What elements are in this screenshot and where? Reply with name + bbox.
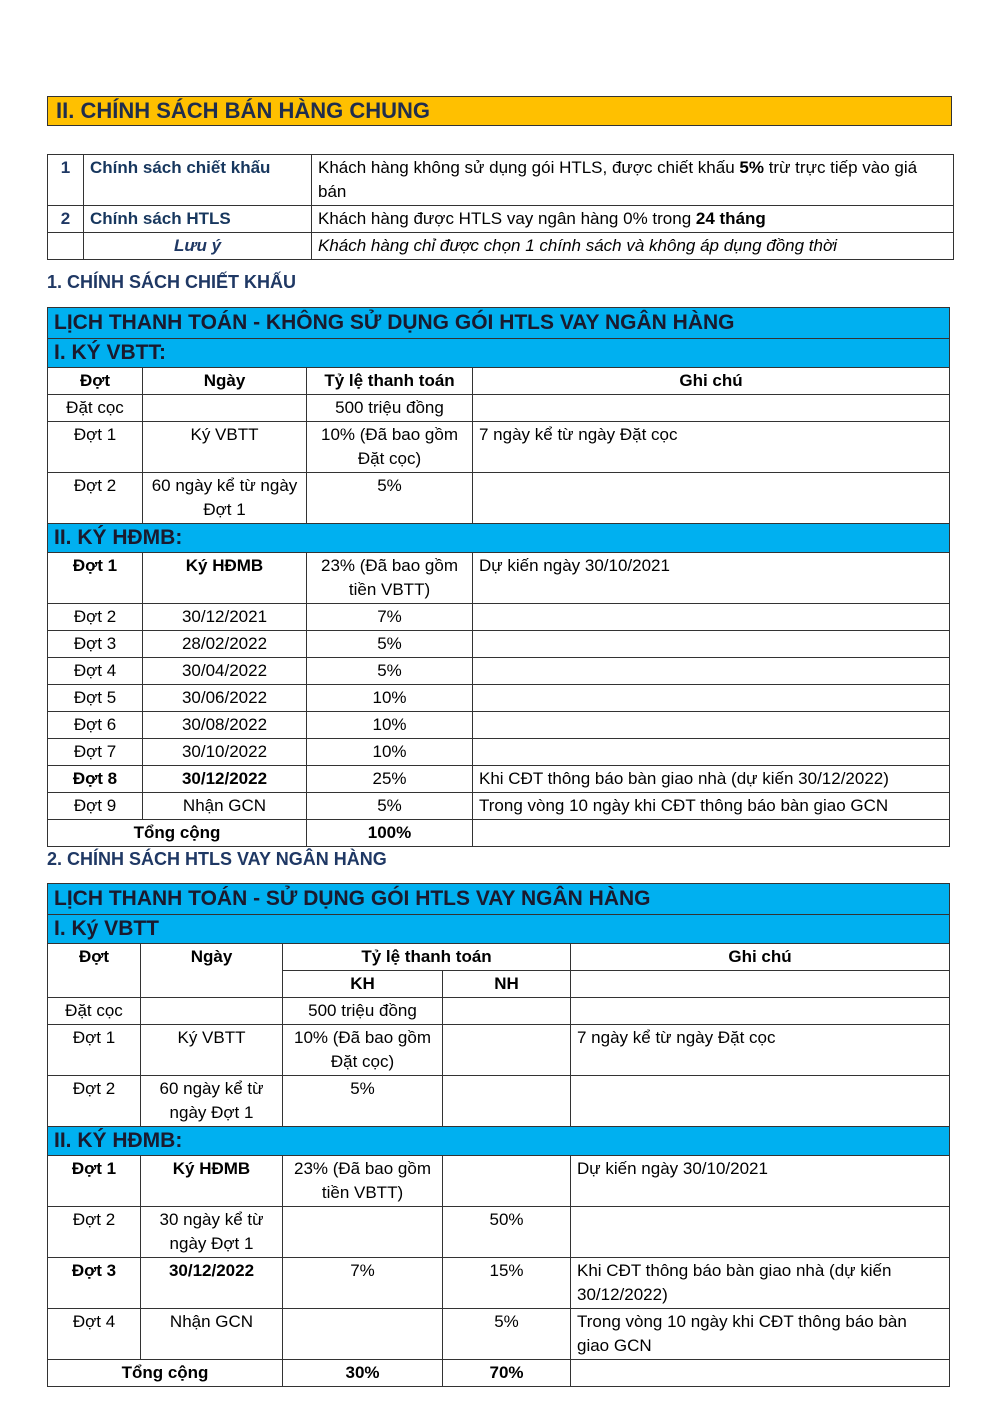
- cell-tyle: 25%: [307, 766, 473, 793]
- cell-dot: Đợt 5: [48, 685, 143, 712]
- subheading-loan: 2. CHÍNH SÁCH HTLS VAY NGÂN HÀNG: [47, 849, 387, 869]
- cell-tyle: 10%: [307, 739, 473, 766]
- part-label: I. KÝ VBTT:: [48, 339, 950, 368]
- cell-dot: Đợt 2: [48, 604, 143, 631]
- cell-dot: Đợt 8: [48, 766, 143, 793]
- cell-tyle: 500 triệu đồng: [307, 395, 473, 422]
- total-kh: 30%: [283, 1360, 443, 1387]
- table-row: [48, 1207, 950, 1258]
- cell-ghichu: Trong vòng 10 ngày khi CĐT thông báo bàn giao GCN: [473, 793, 950, 820]
- cell-ghichu: Dự kiến ngày 30/10/2021: [473, 553, 950, 604]
- cell-ngay: 30/12/2021: [143, 604, 307, 631]
- cell-tyle: 5%: [307, 631, 473, 658]
- cell-dot: Đặt cọc: [48, 395, 143, 422]
- section-title: II. CHÍNH SÁCH BÁN HÀNG CHUNG: [47, 96, 952, 126]
- table-row: [48, 422, 950, 473]
- total-label: Tổng cộng: [48, 820, 307, 847]
- cell-kh: 7%: [283, 1258, 443, 1309]
- cell-tyle: 7%: [307, 604, 473, 631]
- cell-ghichu: [473, 473, 950, 524]
- table-title: LỊCH THANH TOÁN - KHÔNG SỬ DỤNG GÓI HTLS VAY NGÂN HÀNG: [48, 308, 950, 339]
- note-label: Lưu ý: [84, 233, 312, 260]
- cell-dot: Đợt 4: [48, 1309, 141, 1360]
- cell-ghichu: Dự kiến ngày 30/10/2021: [571, 1156, 950, 1207]
- table-title-row: [48, 884, 950, 915]
- total-label: Tổng cộng: [48, 1360, 283, 1387]
- part-row: [48, 524, 950, 553]
- cell-ngay: [143, 395, 307, 422]
- cell-kh: [283, 1207, 443, 1258]
- cell-tyle: 23% (Đã bao gồm tiền VBTT): [307, 553, 473, 604]
- policy-name: Chính sách HTLS: [84, 206, 312, 233]
- part-label: I. Ký VBTT: [48, 915, 950, 944]
- cell-ghichu: Trong vòng 10 ngày khi CĐT thông báo bàn giao GCN: [571, 1309, 950, 1360]
- cell-ngay: 60 ngày kể từ ngày Đợt 1: [141, 1076, 283, 1127]
- col-ghichu: Ghi chú: [571, 944, 950, 971]
- cell-nh: [443, 1156, 571, 1207]
- cell-ngay: 60 ngày kể từ ngày Đợt 1: [143, 473, 307, 524]
- table-title: LỊCH THANH TOÁN - SỬ DỤNG GÓI HTLS VAY NGÂN HÀNG: [48, 884, 950, 915]
- cell-nh: [443, 1025, 571, 1076]
- cell-dot: Đợt 1: [48, 553, 143, 604]
- table-row: [48, 685, 950, 712]
- cell-ngay: 30/10/2022: [143, 739, 307, 766]
- policy-no: 2: [48, 206, 84, 233]
- cell-dot: Đợt 7: [48, 739, 143, 766]
- cell-dot: Đặt cọc: [48, 998, 141, 1025]
- table-row: [48, 766, 950, 793]
- cell-tyle: 10% (Đã bao gồm Đặt cọc): [307, 422, 473, 473]
- cell-ghichu: [473, 395, 950, 422]
- col-dot: Đợt: [48, 944, 141, 998]
- cell-ngay: 30/12/2022: [141, 1258, 283, 1309]
- policy-desc: Khách hàng được HTLS vay ngân hàng 0% trong 24 tháng: [312, 206, 954, 233]
- header-row: [48, 944, 950, 971]
- col-ngay: Ngày: [141, 944, 283, 998]
- col-ghichu: Ghi chú: [473, 368, 950, 395]
- table-row: [48, 1025, 950, 1076]
- cell-ghichu: [473, 739, 950, 766]
- cell-nh: [443, 1076, 571, 1127]
- col-nh: NH: [443, 971, 571, 998]
- cell-ghichu: [473, 631, 950, 658]
- cell-ghichu: [571, 1076, 950, 1127]
- payment-table-no-loan: [47, 307, 950, 847]
- cell-kh: 23% (Đã bao gồm tiền VBTT): [283, 1156, 443, 1207]
- cell-ngay: 30/08/2022: [143, 712, 307, 739]
- part-label: II. KÝ HĐMB:: [48, 524, 950, 553]
- cell-ghichu: [473, 658, 950, 685]
- cell-ngay: 28/02/2022: [143, 631, 307, 658]
- cell-ngay: 30 ngày kể từ ngày Đợt 1: [141, 1207, 283, 1258]
- table-row: [48, 739, 950, 766]
- policy-name: Chính sách chiết khấu: [84, 155, 312, 206]
- part-label: II. KÝ HĐMB:: [48, 1127, 950, 1156]
- cell-tyle: 5%: [307, 658, 473, 685]
- cell-tyle: 10%: [307, 685, 473, 712]
- cell-nh: 50%: [443, 1207, 571, 1258]
- table-row: [48, 658, 950, 685]
- cell-ngay: 30/12/2022: [143, 766, 307, 793]
- policy-no: 1: [48, 155, 84, 206]
- cell-ngay: Ký HĐMB: [141, 1156, 283, 1207]
- cell-tyle: 5%: [307, 793, 473, 820]
- policy-desc: Khách hàng không sử dụng gói HTLS, được chiết khấu 5% trừ trực tiếp vào giá bán: [312, 155, 954, 206]
- note-text: Khách hàng chỉ được chọn 1 chính sách và không áp dụng đồng thời: [312, 233, 954, 260]
- cell-ghichu: [473, 712, 950, 739]
- col-kh: KH: [283, 971, 443, 998]
- table-row: [48, 1156, 950, 1207]
- cell-ngay: Ký HĐMB: [143, 553, 307, 604]
- cell-kh: 500 triệu đồng: [283, 998, 443, 1025]
- total-row: [48, 1360, 950, 1387]
- cell-dot: Đợt 2: [48, 473, 143, 524]
- cell-dot: Đợt 2: [48, 1076, 141, 1127]
- cell-nh: 15%: [443, 1258, 571, 1309]
- payment-table-loan: [47, 883, 950, 1387]
- table-row: [48, 553, 950, 604]
- table-row: [48, 473, 950, 524]
- cell-kh: 5%: [283, 1076, 443, 1127]
- col-ngay: Ngày: [143, 368, 307, 395]
- cell-dot: Đợt 3: [48, 631, 143, 658]
- cell-ngay: Nhận GCN: [143, 793, 307, 820]
- policy-row-1: [48, 155, 954, 206]
- cell-dot: Đợt 1: [48, 1025, 141, 1076]
- total-nh: 70%: [443, 1360, 571, 1387]
- table-row: [48, 604, 950, 631]
- cell-kh: [283, 1309, 443, 1360]
- policy-row-2: [48, 206, 954, 233]
- total-value: 100%: [307, 820, 473, 847]
- cell-dot: Đợt 1: [48, 1156, 141, 1207]
- table-row: [48, 1258, 950, 1309]
- total-row: [48, 820, 950, 847]
- cell-nh: [443, 998, 571, 1025]
- cell-ngay: [141, 998, 283, 1025]
- cell-ghichu: [571, 1207, 950, 1258]
- col-dot: Đợt: [48, 368, 143, 395]
- table-row: [48, 395, 950, 422]
- col-tyle: Tỷ lệ thanh toán: [283, 944, 571, 971]
- cell-ngay: 30/06/2022: [143, 685, 307, 712]
- table-row: [48, 793, 950, 820]
- cell-ngay: 30/04/2022: [143, 658, 307, 685]
- cell-ngay: Ký VBTT: [143, 422, 307, 473]
- table-row: [48, 1076, 950, 1127]
- cell-dot: Đợt 4: [48, 658, 143, 685]
- table-row: [48, 1309, 950, 1360]
- cell-ghichu: 7 ngày kể từ ngày Đặt cọc: [571, 1025, 950, 1076]
- table-row: [48, 631, 950, 658]
- cell-ghichu: Khi CĐT thông báo bàn giao nhà (dự kiến 30/12/2022): [473, 766, 950, 793]
- table-row: [48, 712, 950, 739]
- cell-dot: Đợt 1: [48, 422, 143, 473]
- cell-ngay: Nhận GCN: [141, 1309, 283, 1360]
- cell-tyle: 5%: [307, 473, 473, 524]
- cell-ghichu: [571, 998, 950, 1025]
- policy-table: [47, 154, 954, 260]
- cell-dot: Đợt 3: [48, 1258, 141, 1309]
- col-tyle: Tỷ lệ thanh toán: [307, 368, 473, 395]
- cell-dot: Đợt 6: [48, 712, 143, 739]
- cell-dot: Đợt 2: [48, 1207, 141, 1258]
- part-row: [48, 1127, 950, 1156]
- part-row: [48, 915, 950, 944]
- cell-kh: 10% (Đã bao gồm Đặt cọc): [283, 1025, 443, 1076]
- cell-ghichu: Khi CĐT thông báo bàn giao nhà (dự kiến 30/12/2022): [571, 1258, 950, 1309]
- part-row: [48, 339, 950, 368]
- policy-note-row: [48, 233, 954, 260]
- subheading-discount: 1. CHÍNH SÁCH CHIẾT KHẤU: [47, 272, 297, 292]
- cell-nh: 5%: [443, 1309, 571, 1360]
- cell-tyle: 10%: [307, 712, 473, 739]
- cell-dot: Đợt 9: [48, 793, 143, 820]
- table-title-row: [48, 308, 950, 339]
- cell-ghichu: [473, 685, 950, 712]
- table-row: [48, 998, 950, 1025]
- header-row: [48, 368, 950, 395]
- cell-ghichu: 7 ngày kể từ ngày Đặt cọc: [473, 422, 950, 473]
- cell-ghichu: [473, 604, 950, 631]
- cell-ngay: Ký VBTT: [141, 1025, 283, 1076]
